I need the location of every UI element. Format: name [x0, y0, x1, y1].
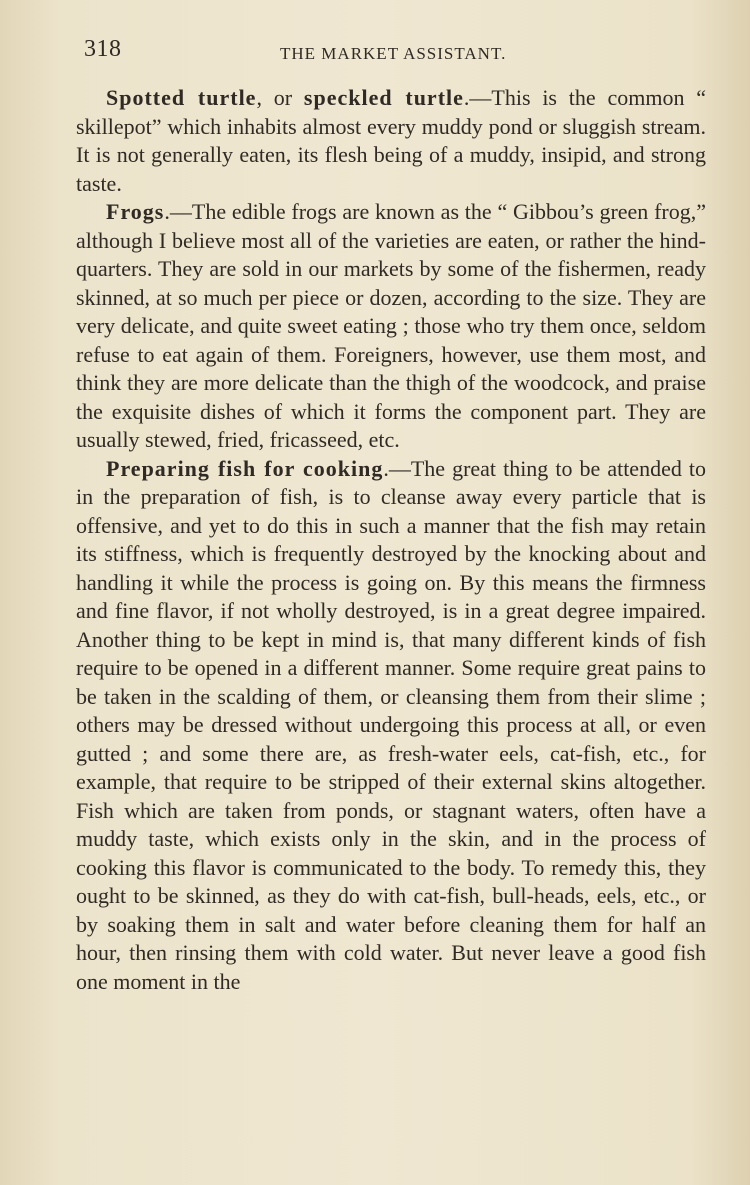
term-frogs: Frogs [106, 199, 165, 224]
paragraph-text: .—The edible frogs are known as the “ Gibbou’s green frog,” although I believe most all of the varieties are eaten, or rather the hind-quarters. They are sold in our markets by some of the fishermen, ready skinned, at so much per piece or dozen, according to the size. They are very delicate, and quite sweet eating ; those who try them once, seldom refuse to eat again of them. Foreigners, however, use them most, and think they are more delicate than the thigh of the woodcock, and praise the exquisite dishes of which it forms the component part. They are usually stewed, fried, fricasseed, etc. [76, 199, 706, 452]
paragraph-preparing-fish [76, 455, 706, 997]
page-number: 318 [84, 36, 122, 62]
body-text [76, 84, 706, 996]
term-spotted-turtle: Spotted turtle [106, 85, 257, 110]
paragraph-spotted-turtle [76, 84, 706, 198]
page-header [84, 36, 704, 66]
paragraph-text: .—This is the common “ skillepot” which inhabits almost every muddy pond or sluggish stream. It is not generally eaten, its flesh being of a muddy, insipid, and strong taste. [76, 85, 707, 196]
paragraph-text: .—The great thing to be attended to in the preparation of fish, is to cleanse away every particle that is offensive, and yet to do this in such a manner that the fish may retain its stiffness, which is frequently destroyed by the knocking about and handling it while the process is going on. By this means the firmness and fine flavor, if not wholly destroyed, is in a great degree impaired. Another thing to be kept in mind is, that many different kinds of fish require to be opened in a different manner. Some require great pains to be taken in the scalding of them, or cleansing them from their slime ; others may be dressed without undergoing this process at all, or even gutted ; and some there are, as fresh-water eels, cat-fish, etc., for example, that require to be stripped of their external skins altogether. Fish which are taken from ponds, or stagnant waters, often have a muddy taste, which exists only in the skin, and in the process of cooking this flavor is communicated to the body. To remedy this, they ought to be skinned, as they do with cat-fish, bull-heads, eels, etc., or by soaking them in salt and water before cleaning them for half an hour, then rinsing them with cold water. But never leave a good fish one moment in the [76, 455, 706, 994]
term-speckled-turtle: speckled turtle [303, 85, 464, 110]
paragraph-text: , or [256, 85, 304, 110]
paragraph-frogs [76, 198, 706, 455]
running-title: THE MARKET ASSISTANT. [280, 44, 507, 63]
term-preparing-fish: Preparing fish for cooking [106, 455, 384, 481]
